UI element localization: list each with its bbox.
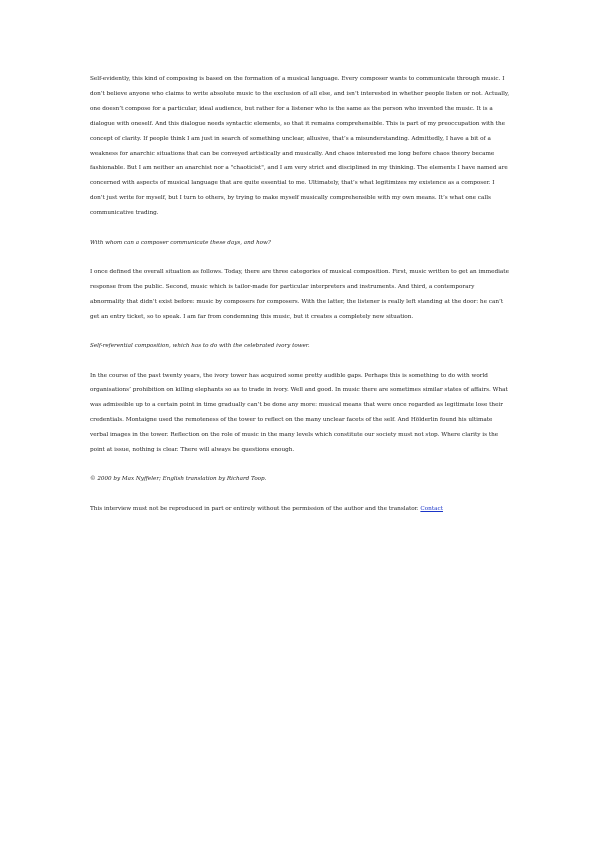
notice-text: This interview must not be reproduced in part or entirely without the permission of the author and the translator. <box>90 505 419 512</box>
paragraph-composing-language: Self-evidently, this kind of composing is based on the formation of a musical language. Every composer wants to communicate through music. I don’t believe anyone who claims to write absolute music to the exclusion of all else, and isn’t interested in whether people listen or not. Actually, one doesn’t compose for a particular, ideal audience, but rather for a listener who is the same as the person who invented the music. It is a dialogue with oneself. And this dialogue needs syntactic elements, so that it remains comprehensible. This is part of my preoccupation with the concept of clarity. If people think I am just in search of something unclear, allusive, that’s a misunderstanding. Admittedly, I have a bit of a weakness for anarchic situations that can be conveyed artistically and musically. And chaos interested me long before chaos theory became fashionable. But I am neither an anarchist nor a "chaoticist", and I am very strict and disciplined in my thinking. The elements I have named are concerned with aspects of musical language that are quite essential to me. Ultimately, that’s what legitimizes my existence as a composer. I don’t just write for myself, but I turn to others, by trying to make myself musically comprehensible with my own means. It’s what one calls communicative trading. <box>90 76 510 217</box>
contact-link[interactable]: Contact <box>420 505 443 512</box>
spacer <box>90 250 510 265</box>
spacer <box>90 325 510 340</box>
spacer <box>90 221 510 236</box>
paragraph-ivory-tower-gaps: In the course of the past twenty years, the ivory tower has acquired some pretty audible gaps. Perhaps this is something to do with world organisations’ prohibition on killing elephants so as to trade in ivory. Well and good. In music there are sometimes similar states of affairs. What was admissible up to a certain point in time gradually can’t be done any more: musical means that were once regarded as legitimate lose their credentials. Montaigne used the remoteness of the tower to reflect on the many unclear facets of the self. And Hölderlin found his ultimate verbal images in the tower. Reflection on the role of music in the many levels which constitute our society must not stop. Where clarity is the point at issue, nothing is clear. There will always be questions enough. <box>90 372 508 454</box>
copyright-line: © 2000 by Max Nyffeler; English translation by Richard Toop. <box>90 476 267 483</box>
question-communication: With whom can a composer communicate these days, and how? <box>90 239 271 246</box>
spacer <box>90 354 510 369</box>
spacer <box>90 487 510 502</box>
document-body <box>90 72 510 517</box>
reproduction-notice <box>90 502 510 517</box>
spacer <box>90 458 510 473</box>
question-ivory-tower: Self-referential composition, which has to do with the celebrated ivory tower. <box>90 343 310 350</box>
paragraph-three-categories: I once defined the overall situation as follows. Today, there are three categories of musical composition. First, music written to get an immediate response from the public. Second, music which is tailor-made for particular interpreters and instruments. And third, a contemporary abnormality that didn’t exist before: music by composers for composers. With the latter, the listener is really left standing at the door: he can’t get an entry ticket, so to speak. I am far from condemning this music, but it creates a completely new situation. <box>90 268 509 320</box>
